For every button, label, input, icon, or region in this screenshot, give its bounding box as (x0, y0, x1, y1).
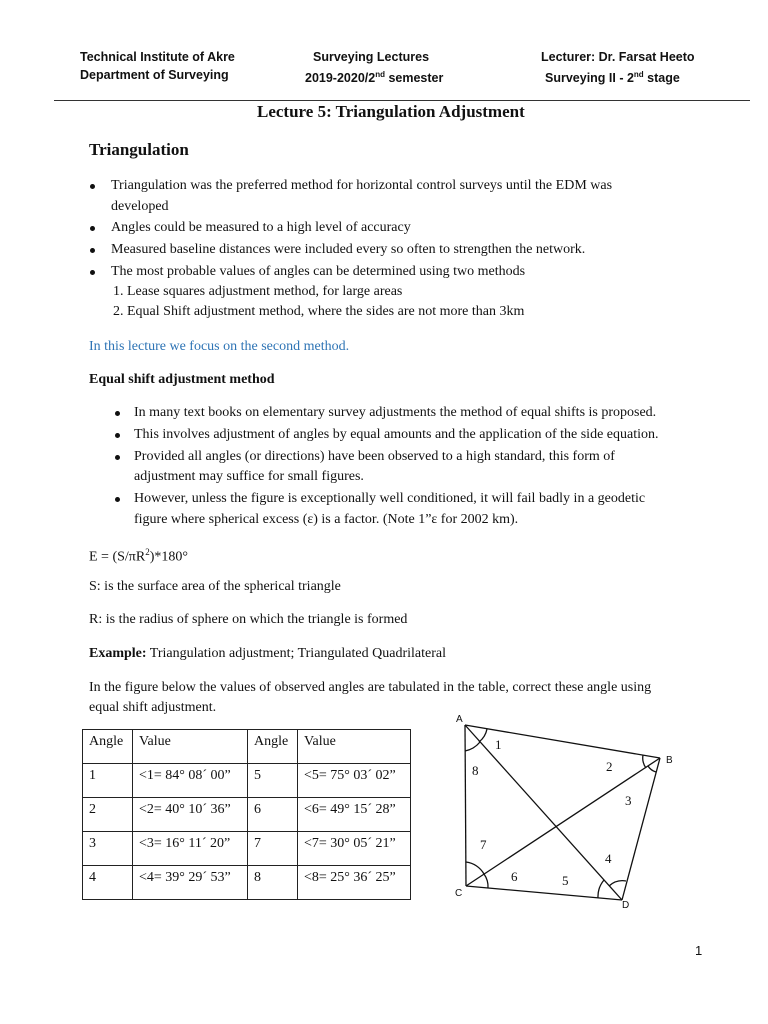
table-row (83, 866, 411, 900)
angle-arc (648, 766, 656, 772)
page-number: 1 (695, 943, 703, 958)
angle-label: 7 (480, 837, 487, 852)
table-header: Angle (83, 730, 133, 764)
bullet-text: Provided all angles (or directions) have been observed to a high standard, this form of (134, 449, 615, 464)
bullet-dot (90, 184, 95, 189)
angle-label: 5 (562, 873, 569, 888)
table-header: Angle (248, 730, 298, 764)
angle-label: 4 (605, 851, 612, 866)
table-cell: 8 (248, 866, 298, 900)
table-cell: 6 (248, 798, 298, 832)
bullet-dot (90, 248, 95, 253)
vertex-label: A (456, 714, 463, 725)
angle-arc (484, 874, 488, 888)
table-cell: <3= 16° 11´ 20” (133, 832, 248, 866)
bullet-dot (90, 226, 95, 231)
table-row (83, 832, 411, 866)
angle-label: 3 (625, 793, 632, 808)
table-cell: <2= 40° 10´ 36” (133, 798, 248, 832)
table-cell: 5 (248, 764, 298, 798)
diagonal-ad (465, 725, 622, 900)
table-cell: 1 (83, 764, 133, 798)
table-cell: 4 (83, 866, 133, 900)
bullet-dot (115, 497, 120, 502)
lecture-title: Lecture 5: Triangulation Adjustment (257, 102, 525, 121)
bullet-dot (115, 455, 120, 460)
numbered-item: 1. Lease squares adjustment method, for large areas (113, 284, 403, 299)
bullet-dot (115, 433, 120, 438)
angle-arc (466, 862, 484, 874)
method-heading: Equal shift adjustment method (89, 372, 275, 387)
table-cell: 7 (248, 832, 298, 866)
angle-arc (609, 881, 626, 886)
angle-label: 1 (495, 737, 502, 752)
spherical-excess-formula: $E = (S/\pi R^2)*180^\circ$ (89, 547, 188, 565)
table-cell: <6= 49° 15´ 28” (298, 798, 411, 832)
table-cell: <8= 25° 36´ 25” (298, 866, 411, 900)
bullet-text: developed (111, 199, 169, 214)
angle-label: 2 (606, 759, 613, 774)
section-heading: Triangulation (89, 140, 189, 159)
angle-label: 8 (472, 763, 479, 778)
table-cell: 2 (83, 798, 133, 832)
vertex-label: B (666, 755, 673, 766)
table-cell: 3 (83, 832, 133, 866)
table-header: Value (298, 730, 411, 764)
bullet-text: Triangulation was the preferred method for horizontal control surveys until the EDM was (111, 178, 613, 193)
angle-arc (643, 755, 646, 768)
header-year: 2019-2020/2nd semester (305, 70, 444, 86)
bullet-text: In many text books on elementary survey adjustments the method of equal shifts is proposed. (134, 405, 657, 420)
focus-note: In this lecture we focus on the second method. (89, 339, 350, 354)
observed-angles-table (82, 729, 411, 900)
intro-text: In the figure below the values of observed angles are tabulated in the table, correct these angle using (89, 680, 652, 695)
bullet-text: However, unless the figure is exceptionally well conditioned, it will fail badly in a geodetic (134, 491, 646, 506)
angle-label: 6 (511, 869, 518, 884)
angle-arc (479, 729, 487, 742)
quadrilateral-figure (450, 708, 700, 918)
bullet-text: This involves adjustment of angles by equal amounts and the application of the side equation. (134, 427, 659, 442)
header-course: Surveying Lectures (313, 50, 430, 64)
definition-s: S: is the surface area of the spherical triangle (89, 579, 341, 594)
bullet-text: The most probable values of angles can be determined using two methods (111, 264, 526, 279)
bullet-text: figure where spherical excess (ε) is a factor. (Note 1”ε for 2002 km). (134, 512, 519, 527)
intro-text: equal shift adjustment. (89, 700, 217, 715)
bullet-dot (90, 270, 95, 275)
header-stage: Surveying II - 2nd stage (545, 70, 680, 86)
bullet-text: Measured baseline distances were included every so often to strengthen the network. (111, 242, 586, 257)
vertex-label: D (622, 900, 630, 911)
example-line: Example: Triangulation adjustment; Triangulated Quadrilateral (89, 646, 446, 661)
table-cell: <5= 75° 03´ 02” (298, 764, 411, 798)
numbered-item: 2. Equal Shift adjustment method, where the sides are not more than 3km (113, 304, 525, 319)
vertex-label: C (455, 888, 463, 899)
table-cell: <1= 84° 08´ 00” (133, 764, 248, 798)
table-row (83, 764, 411, 798)
table-cell: <4= 39° 29´ 53” (133, 866, 248, 900)
bullet-text: adjustment may suffice for small figures. (134, 469, 364, 484)
angle-arc (598, 880, 604, 898)
table-header-row (83, 730, 411, 764)
table-cell: <7= 30° 05´ 21” (298, 832, 411, 866)
bullet-dot (115, 411, 120, 416)
table-row (83, 798, 411, 832)
definition-r: R: is the radius of sphere on which the triangle is formed (89, 612, 408, 627)
angle-arc (465, 742, 480, 751)
header-department: Department of Surveying (80, 68, 229, 82)
table-header: Value (133, 730, 248, 764)
header-institute: Technical Institute of Akre (80, 50, 235, 64)
bullet-text: Angles could be measured to a high level of accuracy (111, 220, 411, 235)
side-ca (465, 725, 466, 886)
header-lecturer: Lecturer: Dr. Farsat Heeto (541, 50, 695, 64)
